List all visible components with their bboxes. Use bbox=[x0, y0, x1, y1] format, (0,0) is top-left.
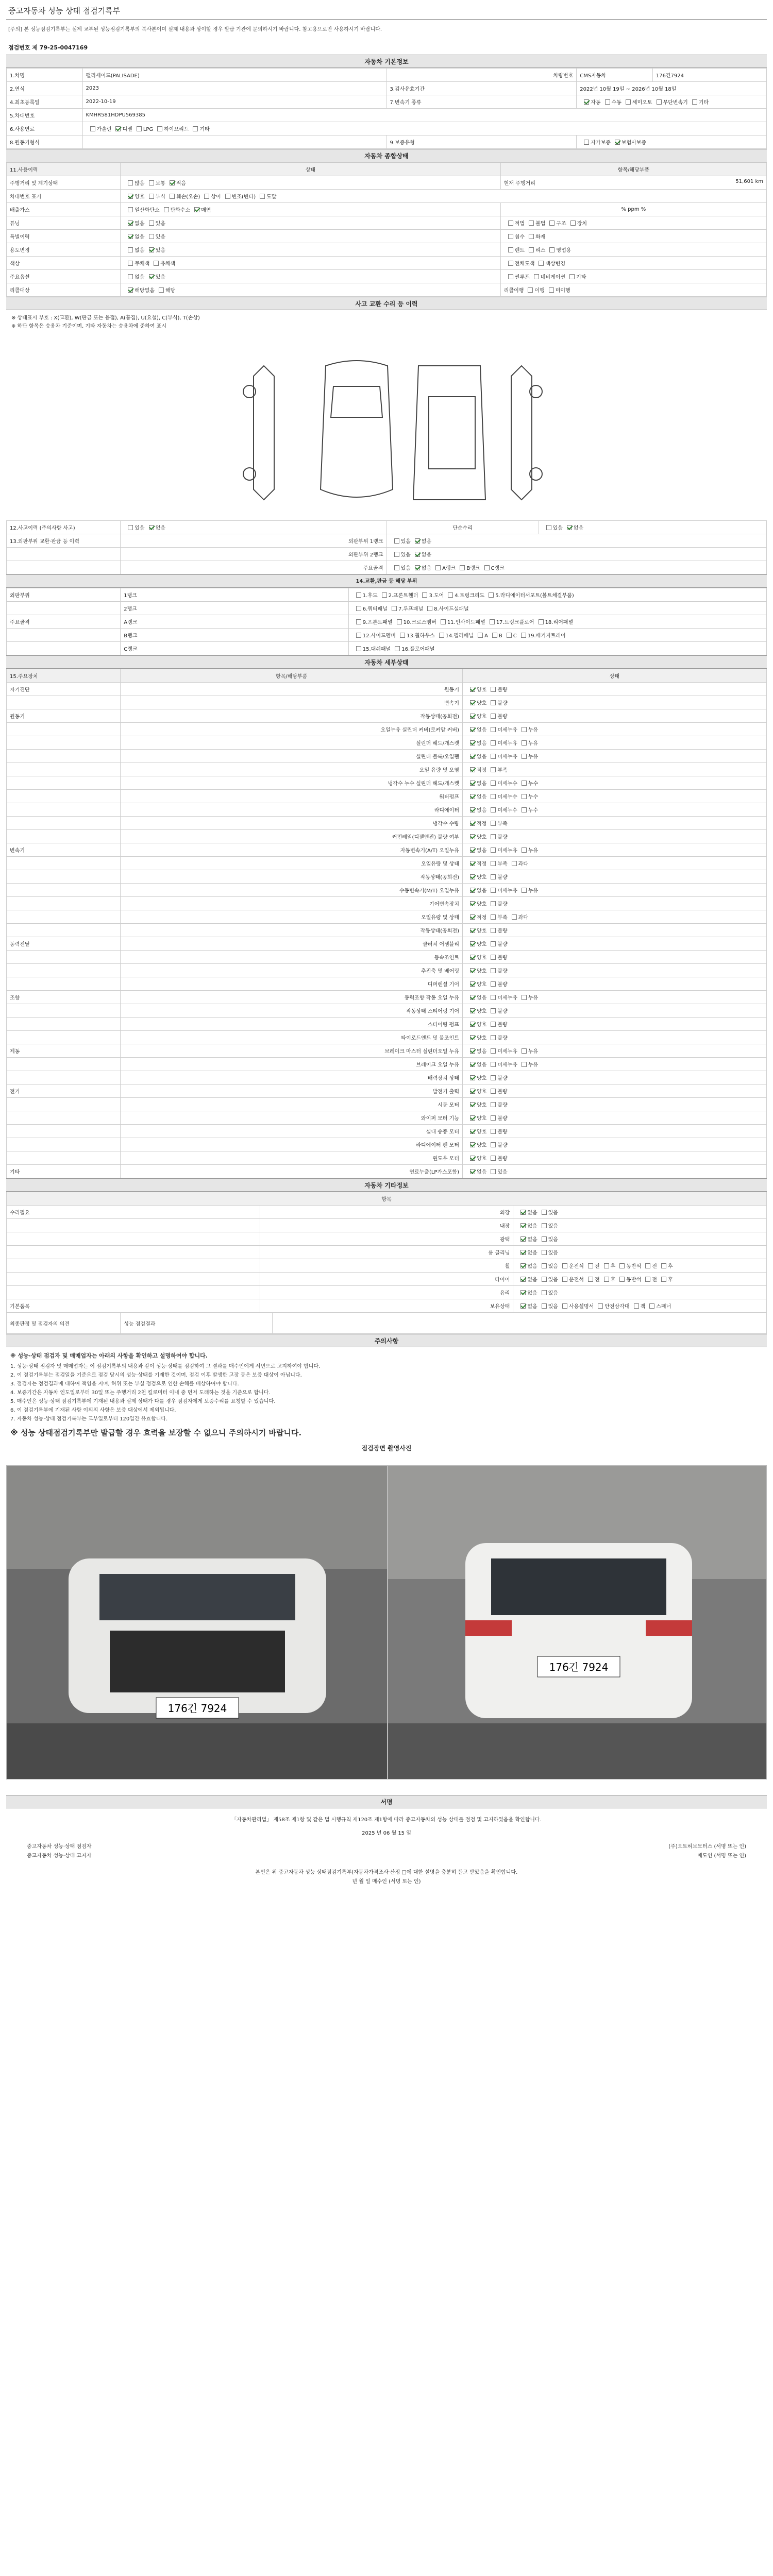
photo-rear bbox=[388, 1465, 767, 1780]
basic-info-table: 1.차명 팰리세이드(PALISADE) 차량번호 CMS자동차 176긴7924 2.연식 2023 3.검사유효기간 2022년 10월 19일 ~ 2026년 10월 18일 4.최초등록일 2022-10-19 7.변속기 종류 자동 수동 세미오토 무단변속기 기타 5.차대번호 KMHR581HDPU569385 6.사용연료 가솔린 디젤 LPG 하이브리드 기타 8.원동기형식 9.보증유형 자가보증 보험사보증 bbox=[6, 68, 767, 149]
detail-row: 냉각수 누수 실린더 헤드/개스켓 없음 미세누수 누수 bbox=[7, 776, 767, 790]
other-row: 수리필요 외장 없음 있음 bbox=[7, 1206, 767, 1219]
car-diagram bbox=[6, 335, 767, 520]
detail-row: 스티어링 펌프 양호 불량 bbox=[7, 1018, 767, 1031]
detail-row: 자기진단 원동기 양호 불량 bbox=[7, 683, 767, 696]
detail-row: 냉각수 수량 적정 부족 bbox=[7, 817, 767, 830]
notes-block: ※ 성능·상태 점검자 및 매매업자는 아래의 사항을 확인하고 설명하여야 합니다. 1. 성능·상태 점검자 및 매매업자는 이 점검기록부의 내용과 같이 성능·상태를 점검하여 그 결과를 매수인에게 서면으로 고지하여야 합니다. 2. 이 점검기록부는 점검일을 기준으로 점검 당시의 성능·상태를 기재한 것이며, 점검 이후 발생한 고장 등은 보증 대상이 아닙니다. 3. 점검자는 점검결과에 대하여 책임을 지며, 허위 또는 부실 점검으로 인한 손해를 배상하여야 합니다. 4. 보증기간은 자동차 인도일로부터 30일 또는 주행거리 2천 킬로미터 이내 중 먼저 도래하는 것을 기준으로 합니다. 5. 매수인은 성능·상태 점검기록부에 기재된 내용과 실제 상태가 다를 경우 점검자에게 보증수리를 요청할 수 있습니다. 6. 이 점검기록부에 기재된 사항 이외의 사항은 보증 대상에서 제외됩니다. 7. 자동차 성능·상태 점검기록부는 교부일로부터 120일간 유효합니다. ※ 성능 상태점검기록부만 발급할 경우 효력을 보장할 수 없으니 주의하시기 바랍니다. bbox=[6, 1347, 767, 1442]
detail-row: 오일 유량 및 오염 적정 부족 bbox=[7, 763, 767, 776]
detail-row: 변속기 양호 불량 bbox=[7, 696, 767, 709]
detail-row: 등속조인트 양호 불량 bbox=[7, 951, 767, 964]
detail-row: 워터펌프 없음 미세누수 누수 bbox=[7, 790, 767, 803]
section-photos: 점검장면 촬영사진 bbox=[6, 1442, 767, 1455]
accident-table: 12.사고이력 (주의사항 사고) 있음 없음 단순수리 있음 없음 13.외판부위 교환·판금 등 이력 외판부위 1랭크 있음 없음 외판부위 2랭크 있음 없음 주요골격 있음 없음 A랭크 B랭크 C랭크 bbox=[6, 520, 767, 574]
other-row: 광택 없음 있음 bbox=[7, 1232, 767, 1246]
detail-row: 라디에이터 없음 미세누수 누수 bbox=[7, 803, 767, 817]
other-row: 타이어 없음 있음 운전석 전 후 동반석 전 후 bbox=[7, 1273, 767, 1286]
section-parts: 14.교환,판금 등 해당 부위 bbox=[6, 574, 767, 588]
detail-row: 작동상태(공회전) 양호 불량 bbox=[7, 924, 767, 937]
detail-row: 작동상태 스티어링 기어 양호 불량 bbox=[7, 1004, 767, 1018]
other-row: 기본품목 보유상태 없음 있음 사용설명서 안전삼각대 잭 스패너 bbox=[7, 1299, 767, 1313]
detail-row: 실내 송풍 모터 양호 불량 bbox=[7, 1125, 767, 1138]
section-detail: 자동차 세부상태 bbox=[6, 655, 767, 669]
sign-block: 「자동차관리법」 제58조 제1항 및 같은 법 시행규칙 제120조 제1항에 따라 중고자동차의 성능 상태를 점검 및 고지하였음을 확인합니다. 2025 년 06 월 15 일 중고자동차 성능·상태 점검자 (주)오토허브모터스 (서명 또는 인) 중고자동차 성능·상태 고지자 매도인 (서명 또는 인) 본인은 위 중고자동차 성능 상태점검기록부(자동차가격조사·산정 □에 대한 설명을 충분히 듣고 받았음을 확인합니다. 년 월 일 매수인 (서명 또는 인) bbox=[27, 1817, 746, 1885]
cert-number: 점검번호 제 79-25-0047169 bbox=[8, 44, 88, 51]
section-damage: 사고 교환 수리 등 이력 bbox=[6, 297, 767, 310]
notice-text: [주의] 본 성능점검기록부는 실제 교부된 성능점검기록부의 복사본이며 실제 내용과 상이할 경우 발급 기관에 문의하시기 바랍니다. 참고용으로만 사용하시기 바랍니다. bbox=[8, 27, 382, 32]
section-basic-info: 자동차 기본정보 bbox=[6, 55, 767, 68]
detail-row: 작동상태(공회전) 양호 불량 bbox=[7, 870, 767, 884]
detail-row: 시동 모터 양호 불량 bbox=[7, 1098, 767, 1111]
detail-row: 실린더 헤드/개스켓 없음 미세누유 누유 bbox=[7, 736, 767, 750]
other-table: 항목 수리필요 외장 없음 있음 내장 없음 있음 광택 없음 있음 룸 클리닝 없음 있음 휠 없음 있음 운전석 전 후 동반석 전 후 타이어 없음 있음 운전석 전 후 동반석 전 후 유리 없음 있음 기본품목 보유상태 없음 있음 사용설명서 안전삼각대 잭 스패너 bbox=[6, 1192, 767, 1313]
other-row: 유리 없음 있음 bbox=[7, 1286, 767, 1299]
detail-row: 원동기 작동상태(공회전) 양호 불량 bbox=[7, 709, 767, 723]
detail-row: 와이퍼 모터 기능 양호 불량 bbox=[7, 1111, 767, 1125]
svg-text:176긴 7924: 176긴 7924 bbox=[167, 1702, 227, 1715]
detail-table: 15.주요장치 항목/해당부품 상태 자기진단 원동기 양호 불량 변속기 양호 불량 원동기 작동상태(공회전) 양호 불량 오일누유 실린더 커버(로커암 커버) 없음 미세누유 누유 실린더 헤드/개스켓 없음 미세누유 누유 실린더 블록/오일팬 없음 미세누유 누유 오일 유량 및 오염 적정 부족 냉각수 누수 실린더 헤드/개스켓 없음 미세누수 누수 워터펌프 없음 미세누수 누수 라디에이터 없음 미세누수 누수 냉각수 수량 적정 부족 커먼레일(디젤엔진) 불량 여부 양호 불량 변속기 자동변속기(A/T) 오일누유 없음 미세누유 누유 오일유량 및 상태 적정 부족 과다 작동상태(공회전) 양호 불량 수동변속기(M/T) 오일누유 없음 미세누유 누유 기어변속장치 양호 불량 오일유량 및 상태 적정 부족 과다 작동상태(공회전) 양호 불량 동력전달 클러치 어셈블리 양호 불량 등속조인트 양호 불량 추진축 및 베어링 양호 불량 디퍼렌셜 기어 양호 불량 조향 동력조향 작동 오일 누유 없음 미세누유 누유 작동상태 스티어링 기어 양호 불량 스티어링 펌프 양호 불량 타이로드엔드 및 볼조인트 양호 불량 제동 브레이크 마스터 실린더오일 누유 없음 미세누유 누유 브레이크 오일 누유 없음 미세누유 누유 배력장치 상태 양호 불량 전기 발전기 출력 양호 불량 시동 모터 양호 불량 와이퍼 모터 기능 양호 불량 실내 송풍 모터 양호 불량 라디에이터 팬 모터 양호 불량 윈도우 모터 양호 불량 기타 연료누출(LP가스포함) 없음 있음 bbox=[6, 669, 767, 1178]
detail-row: 오일유량 및 상태 적정 부족 과다 bbox=[7, 910, 767, 924]
other-row: 룸 클리닝 없음 있음 bbox=[7, 1246, 767, 1259]
detail-row: 조향 동력조향 작동 오일 누유 없음 미세누유 누유 bbox=[7, 991, 767, 1004]
detail-row: 동력전달 클러치 어셈블리 양호 불량 bbox=[7, 937, 767, 951]
other-row: 내장 없음 있음 bbox=[7, 1219, 767, 1232]
detail-row: 디퍼렌셜 기어 양호 불량 bbox=[7, 977, 767, 991]
detail-row: 제동 브레이크 마스터 실린더오일 누유 없음 미세누유 누유 bbox=[7, 1044, 767, 1058]
photos-area bbox=[6, 1455, 767, 1795]
detail-row: 브레이크 오일 누유 없음 미세누유 누유 bbox=[7, 1058, 767, 1071]
detail-row: 실린더 블록/오일팬 없음 미세누유 누유 bbox=[7, 750, 767, 763]
damage-legend-2: ※ 하단 항목은 승용차 기준이며, 기타 자동차는 승용차에 준하여 표시 bbox=[11, 324, 166, 329]
detail-row: 변속기 자동변속기(A/T) 오일누유 없음 미세누유 누유 bbox=[7, 843, 767, 857]
section-overall: 자동차 종합상태 bbox=[6, 149, 767, 162]
detail-row: 기타 연료누출(LP가스포함) 없음 있음 bbox=[7, 1165, 767, 1178]
page-title: 중고자동차 성능 상태 점검기록부 bbox=[6, 0, 767, 20]
detail-row: 타이로드엔드 및 볼조인트 양호 불량 bbox=[7, 1031, 767, 1044]
detail-row: 커먼레일(디젤엔진) 불량 여부 양호 불량 bbox=[7, 830, 767, 843]
detail-row: 배력장치 상태 양호 불량 bbox=[7, 1071, 767, 1084]
photo-front bbox=[6, 1465, 388, 1780]
detail-row: 오일누유 실린더 커버(로커암 커버) 없음 미세누유 누유 bbox=[7, 723, 767, 736]
detail-row: 수동변속기(M/T) 오일누유 없음 미세누유 누유 bbox=[7, 884, 767, 897]
section-other: 자동차 기타정보 bbox=[6, 1178, 767, 1192]
damage-legend: ※ 상태표시 부호 : X(교환), W(판금 또는 용접), A(흠집), U(요철), C(부식), T(손상) bbox=[11, 315, 200, 321]
detail-row: 윈도우 모터 양호 불량 bbox=[7, 1151, 767, 1165]
other-row: 휠 없음 있음 운전석 전 후 동반석 전 후 bbox=[7, 1259, 767, 1273]
section-notes: 주의사항 bbox=[6, 1334, 767, 1347]
notes-warning: ※ 성능 상태점검기록부만 발급할 경우 효력을 보장할 수 없으니 주의하시기 바랍니다. bbox=[10, 1428, 302, 1437]
overall-table: 11.사용이력 상태 항목/해당부품 주행거리 및 계기상태 많음 보통 적음 현재 주행거리 51,601 km 차대번호 표기 양호 부식 훼손(오손) 상이 변조(변타) 도말 배출가스 일산화탄소 탄화수소 매연 % ppm % 튜닝 없음 있음 적법 불법 구조 장치 특별이력 없음 있음 침수 화재 용도변경 없음 있음 렌트 리스 영업용 색상 무채색 유채색 전체도색 색상변경 주요옵션 없음 있음 썬루프 네비게이션 기타 리콜대상 해당없음 해당 리콜이행 이행 미이행 bbox=[6, 162, 767, 297]
detail-row: 전기 발전기 출력 양호 불량 bbox=[7, 1084, 767, 1098]
section-sign: 서명 bbox=[6, 1795, 767, 1808]
detail-row: 기어변속장치 양호 불량 bbox=[7, 897, 767, 910]
car-outline-svg bbox=[6, 335, 767, 520]
parts-table: 외판부위 1랭크 1.후드 2.프론트휀더 3.도어 4.트렁크리드 5.라디에이터서포트(볼트체결부품) 2랭크 6.쿼터패널 7.루프패널 8.사이드실패널 주요골격 A랭크 9.프론트패널 10.크로스멤버 11.인사이드패널 17.트렁크플로어 18.리어패널 B랭크 12.사이드멤버 13.휠하우스 14.필러패널 A B C 19.패키지트레이 C랭크 15.대쉬패널 16.플로어패널 bbox=[6, 588, 767, 655]
price-table: 최종판정 및 점검자의 의견 성능 점검결과 bbox=[6, 1313, 767, 1334]
detail-row: 추진축 및 베어링 양호 불량 bbox=[7, 964, 767, 977]
detail-row: 라디에이터 팬 모터 양호 불량 bbox=[7, 1138, 767, 1151]
detail-row: 오일유량 및 상태 적정 부족 과다 bbox=[7, 857, 767, 870]
svg-text:176긴 7924: 176긴 7924 bbox=[549, 1661, 609, 1673]
